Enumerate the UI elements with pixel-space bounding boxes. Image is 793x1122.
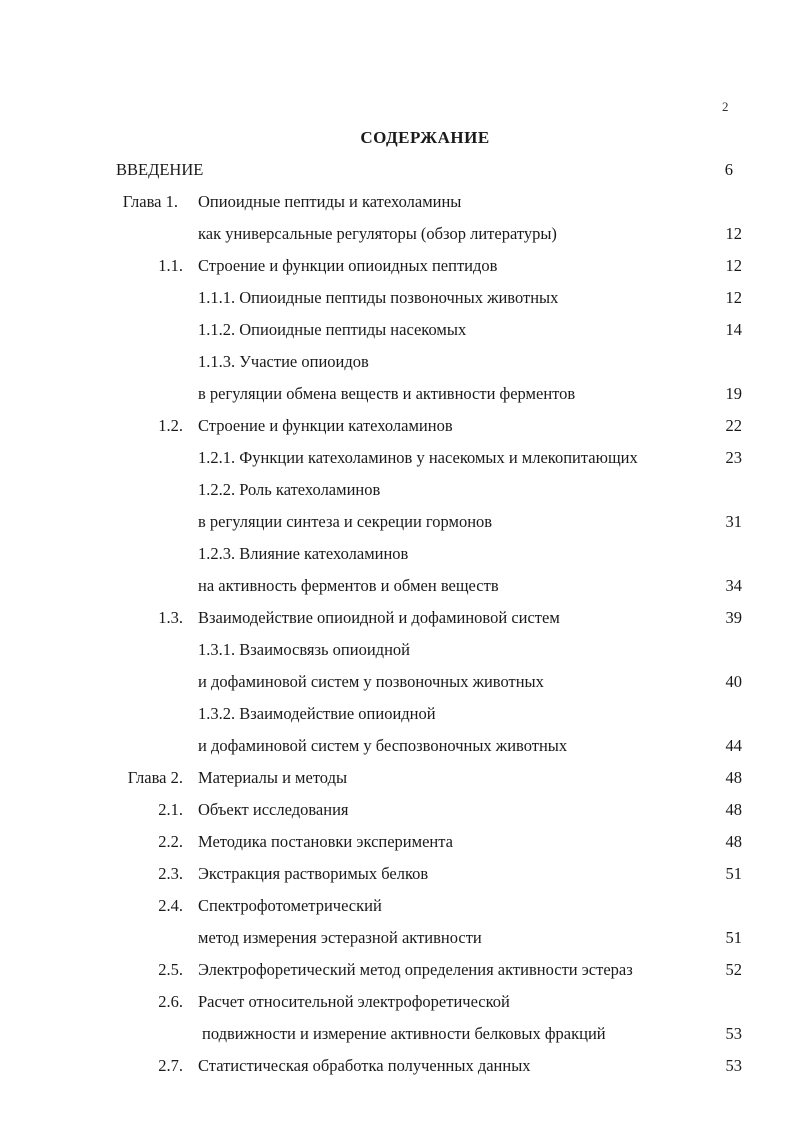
toc-entry[interactable] [0, 667, 793, 697]
toc-entry-number: 1.2. [158, 416, 183, 435]
toc-entry[interactable] [0, 507, 793, 537]
toc-entry-text: как универсальные регуляторы (обзор литературы) [198, 224, 557, 243]
toc-entry-text: 1.3.2. Взаимодействие опиоидной [198, 704, 436, 723]
toc-entry-number: 2.4. [158, 896, 183, 915]
toc-entry-number: 1.1. [158, 256, 183, 275]
toc-entry[interactable] [0, 155, 793, 185]
toc-entry-text: 1.3.1. Взаимосвязь опиоидной [198, 640, 410, 659]
toc-entry-text: Опиоидные пептиды и катехоламины [198, 192, 462, 211]
toc-entry[interactable] [0, 795, 793, 825]
toc-entry-page: 48 [725, 832, 742, 851]
toc-entry-page: 12 [725, 256, 742, 275]
toc-entry-page: 51 [725, 928, 742, 947]
toc-entry[interactable] [0, 347, 793, 377]
toc-entry-text: Взаимодействие опиоидной и дофаминовой систем [198, 608, 560, 627]
toc-entry-text: на активность ферментов и обмен веществ [198, 576, 499, 595]
toc-entry-page: 48 [725, 800, 742, 819]
toc-entry-text: Спектрофотометрический [198, 896, 382, 915]
toc-entry-page: 53 [725, 1056, 742, 1075]
toc-entry-text: Электрофоретический метод определения активности эстераз [198, 960, 633, 979]
toc-entry-text: Объект исследования [198, 800, 349, 819]
toc-entry-text: в регуляции обмена веществ и активности ферментов [198, 384, 576, 403]
toc-entry[interactable] [0, 283, 793, 313]
toc-entry[interactable] [0, 475, 793, 505]
toc-entry[interactable] [0, 635, 793, 665]
toc-entry-number: 2.1. [158, 800, 183, 819]
toc-entry-text: ВВЕДЕНИЕ [116, 160, 204, 179]
toc-entry-number: 2.5. [158, 960, 183, 979]
toc-entry-page: 34 [725, 576, 742, 595]
toc-entry-number: 2.3. [158, 864, 183, 883]
toc-entry-text: и дофаминовой систем у беспозвоночных животных [198, 736, 568, 755]
toc-entry[interactable] [0, 1019, 793, 1049]
toc-entry-text: подвижности и измерение активности белковых фракций [202, 1024, 606, 1043]
toc-entry[interactable] [0, 987, 793, 1017]
toc-entry-number: 1.3. [158, 608, 183, 627]
toc-entry-text: 1.1.3. Участие опиоидов [198, 352, 369, 371]
toc-entry[interactable] [0, 763, 793, 793]
toc-entry-page: 12 [725, 224, 742, 243]
toc-entry-text: Строение и функции катехоламинов [198, 416, 453, 435]
toc-entry-text: и дофаминовой систем у позвоночных животных [198, 672, 544, 691]
toc-entry-page: 53 [725, 1024, 742, 1043]
toc-entry-page: 39 [725, 608, 742, 627]
toc-entry-number: 2.6. [158, 992, 183, 1011]
toc-entry-text: Экстракция растворимых белков [198, 864, 429, 883]
toc-entry[interactable] [0, 827, 793, 857]
toc-entry-page: 44 [725, 736, 742, 755]
toc-entry-page: 14 [725, 320, 742, 339]
toc-entry[interactable] [0, 443, 793, 473]
toc-entry-page: 6 [724, 160, 733, 179]
toc-entry-page: 31 [725, 512, 742, 531]
toc-entry-text: 1.1.1. Опиоидные пептиды позвоночных животных [198, 288, 559, 307]
toc-entry-text: 1.1.2. Опиоидные пептиды насекомых [198, 320, 467, 339]
toc-entry-text: 1.2.1. Функции катехоламинов у насекомых и млекопитающих [198, 448, 638, 467]
toc-entry[interactable] [0, 571, 793, 601]
toc-entry-number: Глава 1. [122, 192, 178, 211]
toc-entry[interactable] [0, 955, 793, 985]
toc-entry-page: 23 [725, 448, 742, 467]
toc-entry[interactable] [0, 1051, 793, 1081]
toc-entry-text: Методика постановки эксперимента [198, 832, 453, 851]
toc-entry-text: Статистическая обработка полученных данных [198, 1056, 531, 1075]
toc-entry-number: 2.7. [158, 1056, 183, 1075]
toc-entry[interactable] [0, 411, 793, 441]
toc-title: СОДЕРЖАНИЕ [360, 128, 490, 147]
toc-entry-number: 2.2. [158, 832, 183, 851]
toc-entry-text: в регуляции синтеза и секреции гормонов [198, 512, 493, 531]
toc-entry-page: 12 [725, 288, 742, 307]
toc-entry-text: Расчет относительной электрофоретической [198, 992, 510, 1011]
toc-entry-page: 52 [725, 960, 742, 979]
toc-entry[interactable] [0, 251, 793, 281]
toc-entry[interactable] [0, 379, 793, 409]
toc-entry-page: 19 [725, 384, 742, 403]
toc-entry[interactable] [0, 699, 793, 729]
toc-entry-text: Строение и функции опиоидных пептидов [198, 256, 498, 275]
toc-entry[interactable] [0, 187, 793, 217]
toc-entry-number: Глава 2. [127, 768, 183, 787]
toc-entry-page: 40 [725, 672, 742, 691]
toc-entry-text: Материалы и методы [198, 768, 348, 787]
toc-entry[interactable] [0, 923, 793, 953]
toc-entry[interactable] [0, 315, 793, 345]
toc-entry-text: 1.2.2. Роль катехоламинов [198, 480, 381, 499]
toc-entry[interactable] [0, 859, 793, 889]
toc-entry[interactable] [0, 219, 793, 249]
toc-entry[interactable] [0, 731, 793, 761]
toc-entry-text: метод измерения эстеразной активности [198, 928, 482, 947]
toc-entry-page: 48 [725, 768, 742, 787]
toc-entry[interactable] [0, 603, 793, 633]
toc-entry[interactable] [0, 539, 793, 569]
toc-entry[interactable] [0, 891, 793, 921]
toc-entry-text: 1.2.3. Влияние катехоламинов [198, 544, 409, 563]
toc-entry-page: 22 [725, 416, 742, 435]
page-number: 2 [722, 99, 729, 114]
toc-entry-page: 51 [725, 864, 742, 883]
